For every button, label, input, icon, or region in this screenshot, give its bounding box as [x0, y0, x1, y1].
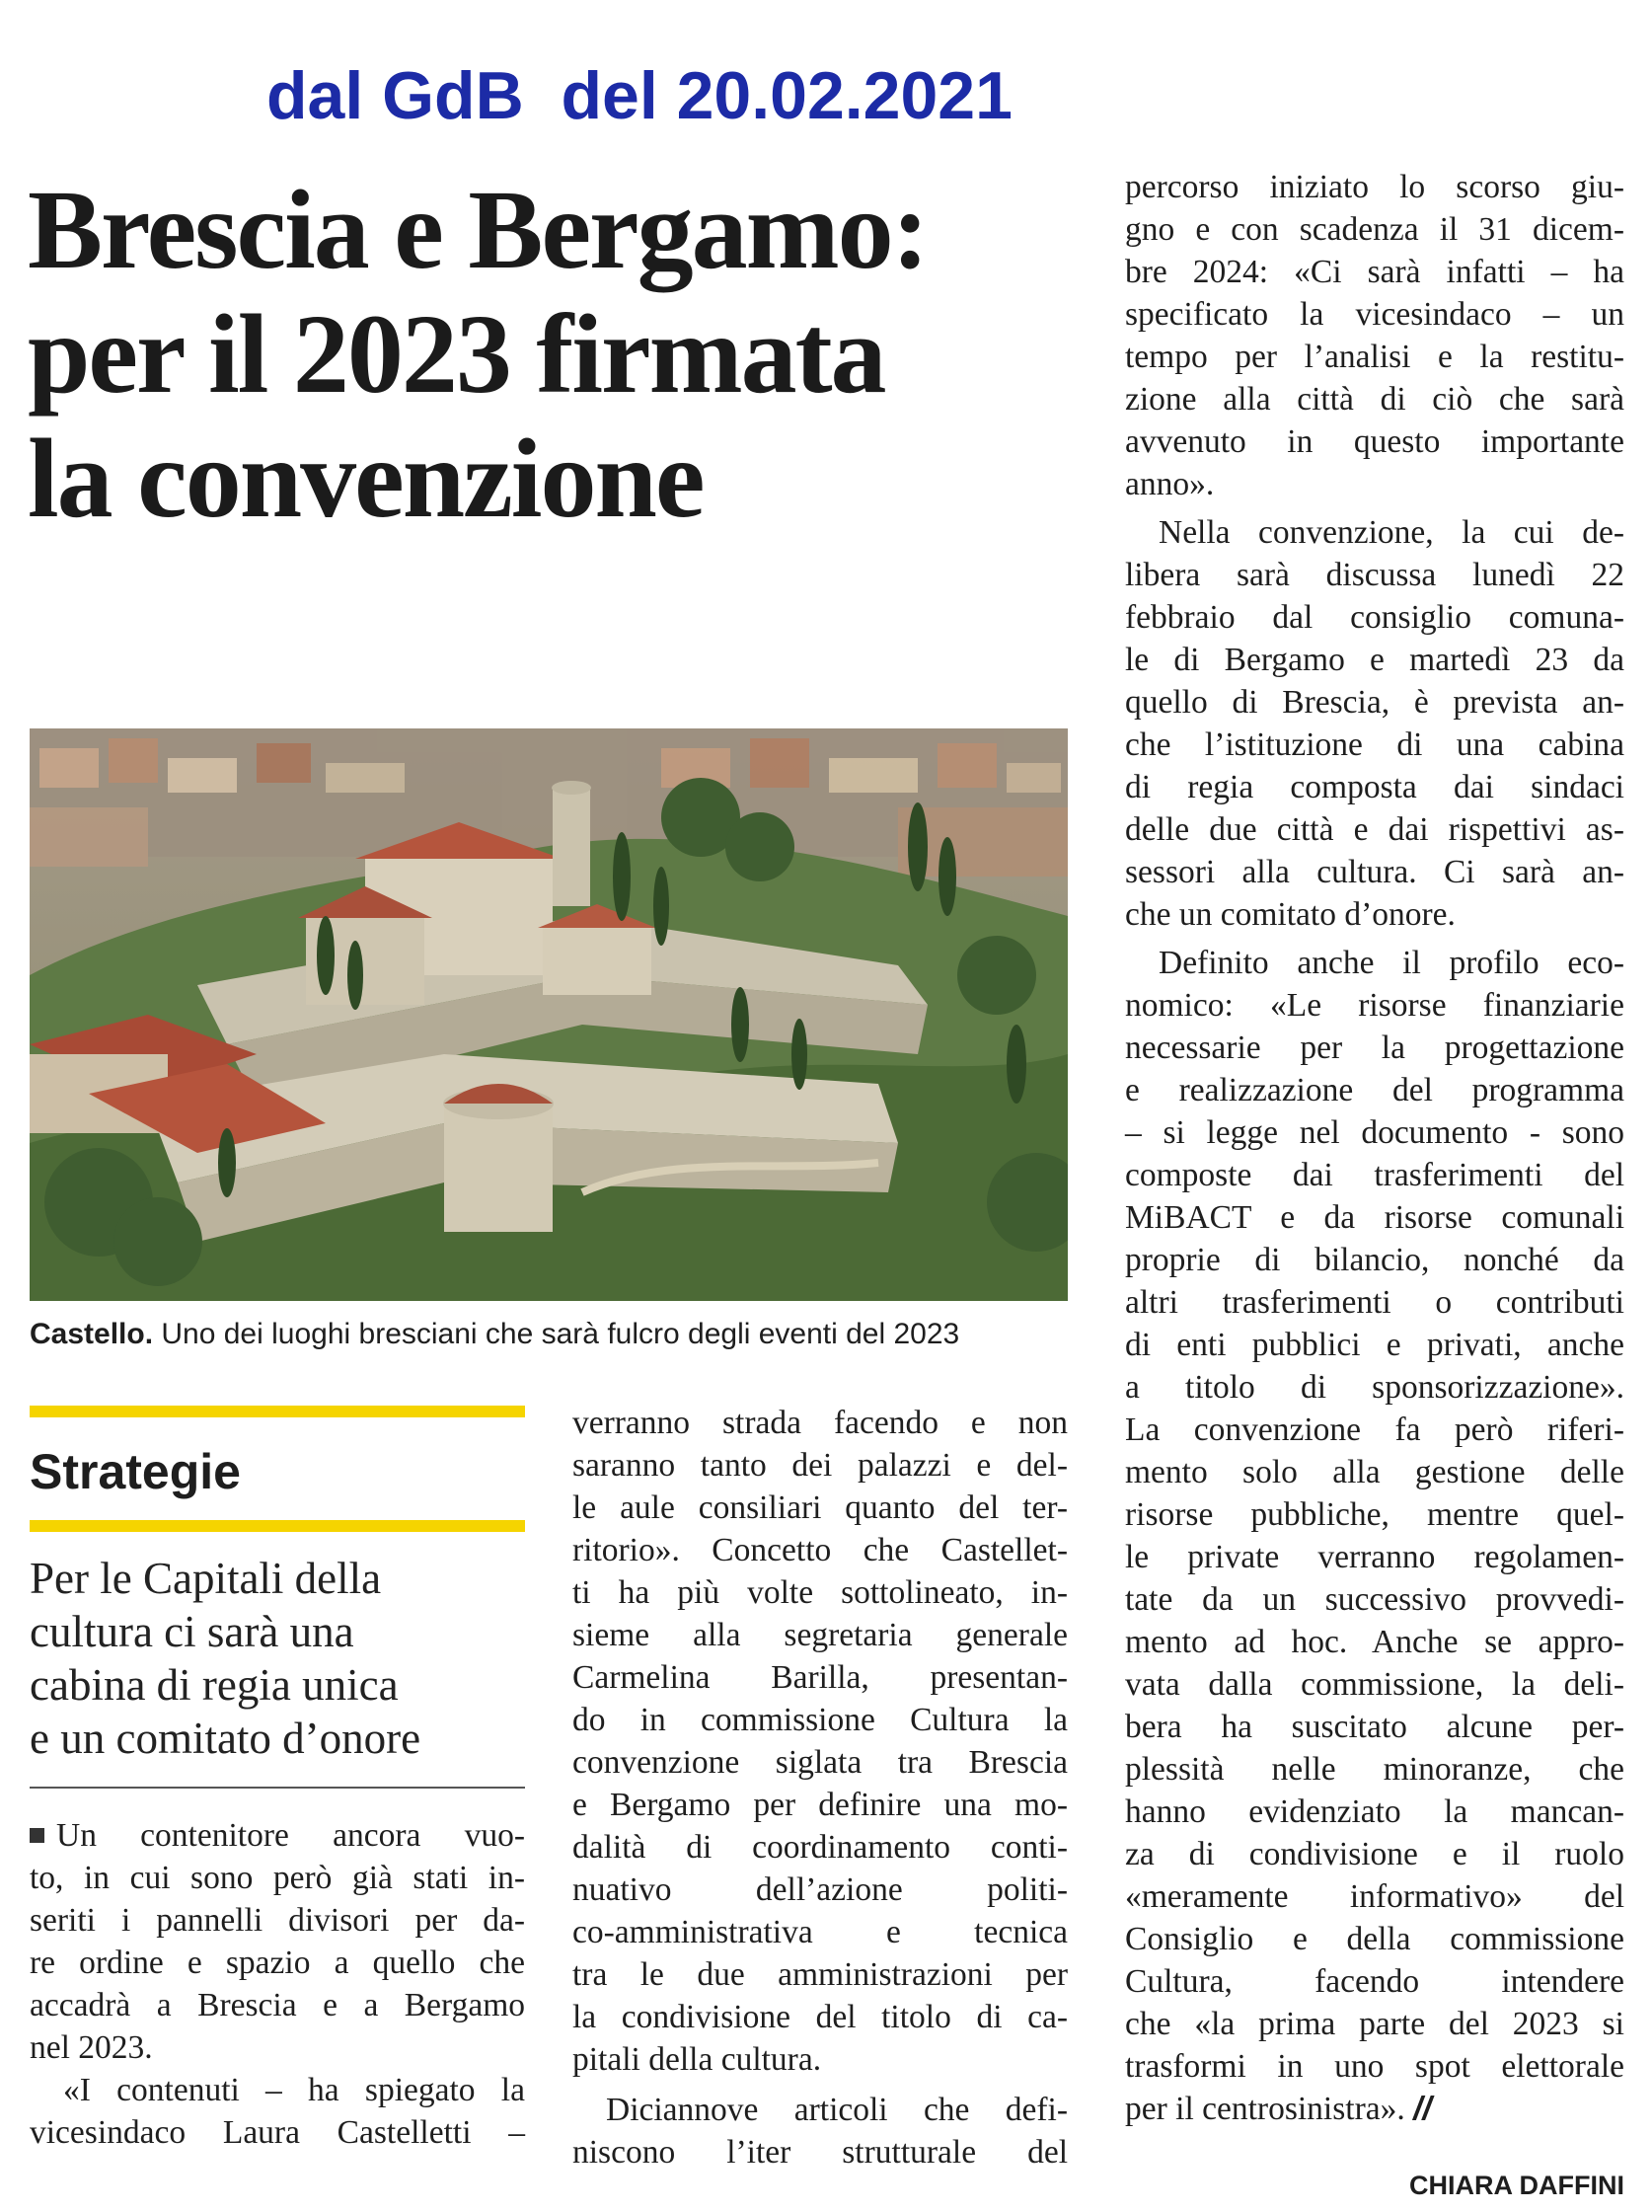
text-line: Carmelina Barilla, presentan- [572, 1659, 1068, 1696]
caption-label: Castello. [30, 1318, 154, 1350]
text-line: sieme alla segretaria generale [572, 1617, 1068, 1653]
text-line: nuativo dell’azione politi- [572, 1871, 1068, 1908]
text-line: to, in cui sono però già stati in- [30, 1860, 525, 1896]
headline-line: la convenzione [28, 416, 704, 541]
text-line: percorso iniziato lo scorso giu- [1125, 169, 1624, 205]
text-line: proprie di bilancio, nonché da [1125, 1242, 1624, 1278]
text-line: co-amministrativa e tecnica [572, 1914, 1068, 1950]
text-line: composte dai trasferimenti del [1125, 1157, 1624, 1193]
subhead-line: e un comitato d’onore [30, 1714, 421, 1763]
text-line: trasformi in uno spot elettorale [1125, 2048, 1624, 2085]
text-line: tempo per l’analisi e la restitu- [1125, 339, 1624, 375]
text-line: vicesindaco Laura Castelletti – [30, 2114, 525, 2151]
text-line: Definito anche il profilo eco- [1159, 945, 1624, 981]
text-line: do in commissione Cultura la [572, 1702, 1068, 1738]
text-line: di regia composta dai sindaci [1125, 769, 1624, 805]
text-line: tra le due amministrazioni per [572, 1956, 1068, 1993]
castle-photo [30, 728, 1068, 1301]
text-line: tate da un successivo provvedi- [1125, 1581, 1624, 1618]
text-line: nomico: «Le risorse finanziarie [1125, 987, 1624, 1024]
text-line: hanno evidenziato la mancan- [1125, 1793, 1624, 1830]
text-line: e realizzazione del programma [1125, 1072, 1624, 1108]
caption-text: Uno dei luoghi bresciani che sarà fulcro degli eventi del 2023 [153, 1318, 960, 1350]
text-line: che «la prima parte del 2023 si [1125, 2006, 1624, 2042]
text-line: nel 2023. [30, 2029, 153, 2066]
photo-caption [30, 1313, 1068, 1356]
text-line: niscono l’iter strutturale del [572, 2134, 1068, 2171]
text-line: risorse pubbliche, mentre quel- [1125, 1496, 1624, 1533]
text-line: specificato la vicesindaco – un [1125, 296, 1624, 333]
text-line: re ordine e spazio a quello che [30, 1945, 525, 1981]
subhead-rule [30, 1787, 525, 1789]
text-line: pitali della cultura. [572, 2041, 822, 2078]
text-line: a titolo di sponsorizzazione». [1125, 1369, 1624, 1406]
text-line: Nella convenzione, la cui de- [1159, 514, 1624, 551]
text-line: le private verranno regolamen- [1125, 1539, 1624, 1575]
headline-line: per il 2023 firmata [28, 291, 885, 417]
text-line: MiBACT e da risorse comunali [1125, 1199, 1624, 1236]
text-line: anno». [1125, 466, 1215, 502]
text-line: le di Bergamo e martedì 23 da [1125, 642, 1624, 678]
text-line: altri trasferimenti o contributi [1125, 1284, 1624, 1321]
text-line: seriti i pannelli divisori per da- [30, 1902, 525, 1939]
section-top-bar [30, 1406, 525, 1417]
text-line: convenzione siglata tra Brescia [572, 1744, 1068, 1781]
text-line: Consiglio e della commissione [1125, 1921, 1624, 1957]
end-mark: // [1413, 2091, 1432, 2127]
text-line: per il centrosinistra». // [1125, 2091, 1432, 2127]
headline-line: Brescia e Bergamo: [28, 167, 928, 292]
text-line: plessità nelle minoranze, che [1125, 1751, 1624, 1788]
text-line: accadrà a Brescia e a Bergamo [30, 1987, 525, 2023]
bullet-square-icon [30, 1828, 44, 1843]
subhead-line: cabina di regia unica [30, 1660, 399, 1710]
text-line: Cultura, facendo intendere [1125, 1963, 1624, 2000]
text-line: ritorio». Concetto che Castellet- [572, 1532, 1068, 1568]
text-line: zione alla città di ciò che sarà [1125, 381, 1624, 418]
text-line: Un contenitore ancora vuo- [30, 1814, 525, 1857]
text-line: bre 2024: «Ci sarà infatti – ha [1125, 254, 1624, 290]
text-line: dalità di coordinamento conti- [572, 1829, 1068, 1866]
text-line: di enti pubblici e privati, anche [1125, 1327, 1624, 1363]
text-line: che l’istituzione di una cabina [1125, 726, 1624, 763]
text-line: febbraio dal consiglio comuna- [1125, 599, 1624, 636]
source-note: dal GdB del 20.02.2021 [266, 58, 1013, 133]
text-line: saranno tanto dei palazzi e del- [572, 1447, 1068, 1484]
article-column-1 [30, 1814, 525, 2154]
headline [28, 168, 1093, 541]
text-line: za di condivisione e il ruolo [1125, 1836, 1624, 1872]
text-line: gno e con scadenza il 31 dicem- [1125, 211, 1624, 248]
author-byline: CHIARA DAFFINI [1409, 2171, 1624, 2200]
text-line: libera sarà discussa lunedì 22 [1125, 557, 1624, 593]
text-line: delle due città e dai rispettivi as- [1125, 811, 1624, 848]
text-line: verranno strada facendo e non [572, 1405, 1068, 1441]
section-label: Strategie [30, 1444, 241, 1499]
section-bottom-bar [30, 1520, 525, 1532]
subhead-line: cultura ci sarà una [30, 1607, 354, 1656]
text-line: che un comitato d’onore. [1125, 896, 1456, 933]
text-line: avvenuto in questo importante [1125, 423, 1624, 460]
text-line: vata dalla commissione, la deli- [1125, 1666, 1624, 1703]
text-line: mento solo alla gestione delle [1125, 1454, 1624, 1490]
text-line: Diciannove articoli che defi- [606, 2092, 1068, 2128]
text-line: «meramente informativo» del [1125, 1878, 1624, 1915]
text-line: quello di Brescia, è prevista an- [1125, 684, 1624, 721]
text-line: le aule consiliari quanto del ter- [572, 1489, 1068, 1526]
text-line: La convenzione fa però riferi- [1125, 1411, 1624, 1448]
text-line: – si legge nel documento - sono [1125, 1114, 1624, 1151]
text-line: «I contenuti – ha spiegato la [63, 2072, 525, 2108]
article-column-3 [1125, 166, 1624, 2130]
text-line: la condivisione del titolo di ca- [572, 1999, 1068, 2035]
article-column-2 [572, 1402, 1068, 2174]
text-line: sessori alla cultura. Ci sarà an- [1125, 854, 1624, 890]
text-line: ti ha più volte sottolineato, in- [572, 1574, 1068, 1611]
text-line: mento ad hoc. Anche se appro- [1125, 1624, 1624, 1660]
text-line: bera ha suscitato alcune per- [1125, 1709, 1624, 1745]
text-line: e Bergamo per definire una mo- [572, 1787, 1068, 1823]
subheadline [30, 1552, 533, 1765]
subhead-line: Per le Capitali della [30, 1554, 382, 1603]
castle-photo-illustration [30, 728, 1068, 1301]
text-line: necessarie per la progettazione [1125, 1030, 1624, 1066]
